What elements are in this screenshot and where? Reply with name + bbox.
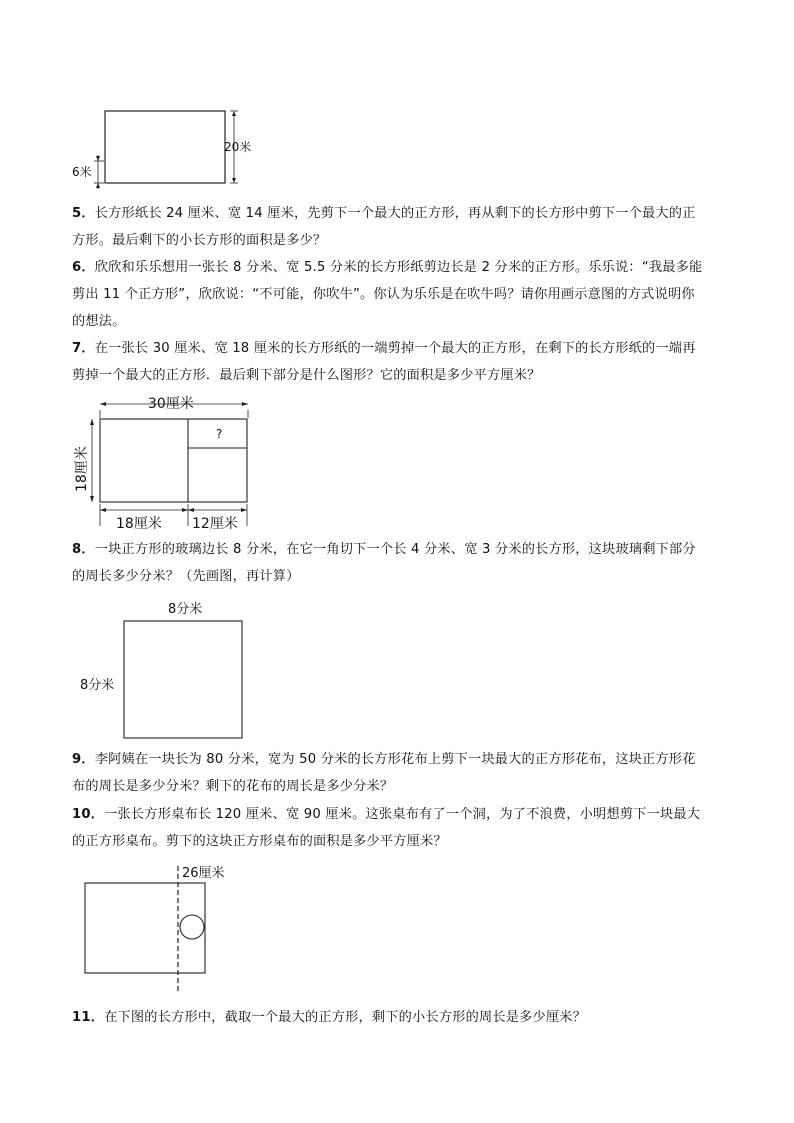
hole-circle xyxy=(180,915,204,939)
problem-text-line: 一块正方形的玻璃边长 8 分米，在它一角切下一个长 4 分米、宽 3 分米的长方形，这块玻璃剩下部分 xyxy=(94,542,696,557)
label-small-6: 6米 xyxy=(72,165,92,179)
problem-text-line: 剪出 11 个正方形”，欣欣说：“不可能，你吹牛”。你认为乐乐是在吹牛吗？请你用画示意图的方式说明你 xyxy=(72,287,695,302)
problem-text-line: 欣欣和乐乐想用一张长 8 分米、宽 5.5 分米的长方形纸剪边长是 2 分米的正方形。乐乐说：“我最多能 xyxy=(94,260,703,275)
figure-problem-10 xyxy=(80,860,240,996)
problem-8 xyxy=(72,536,732,590)
problem-text-line: 在下图的长方形中，截取一个最大的正方形，剩下的小长方形的周长是多少厘米？ xyxy=(104,1010,587,1025)
problem-number: 8． xyxy=(72,542,95,557)
problem-number: 5． xyxy=(72,206,95,221)
problem-11 xyxy=(72,1004,732,1031)
label-left-8dm: 8分米 xyxy=(80,678,115,693)
label-height-20: 20米 xyxy=(224,140,252,154)
label-cut-26cm: 26厘米 xyxy=(182,866,225,881)
problem-text-line: 布的周长是多少分米？剩下的花布的周长是多少分米？ xyxy=(72,779,394,794)
problem-number: 10． xyxy=(72,807,105,822)
problem-7 xyxy=(72,335,732,389)
problem-text-line: 的周长多少分米？（先画图，再计算） xyxy=(72,569,300,584)
problem-text-line: 的想法。 xyxy=(72,314,126,329)
problem-number: 7． xyxy=(72,341,95,356)
figure-problem-8 xyxy=(76,598,256,744)
problem-text-line: 方形。最后剩下的小长方形的面积是多少？ xyxy=(72,233,327,248)
problem-text-line: 剪掉一个最大的正方形．最后剩下部分是什么图形？它的面积是多少平方厘米？ xyxy=(72,368,541,383)
problem-text-line: 在一张长 30 厘米、宽 18 厘米的长方形纸的一端剪掉一个最大的正方形，在剩下的长方形纸的一端再 xyxy=(94,341,696,356)
label-question-mark: ? xyxy=(216,427,223,441)
problem-5 xyxy=(72,200,732,254)
label-bottom-12cm: 12厘米 xyxy=(192,516,238,532)
label-bottom-18cm: 18厘米 xyxy=(116,516,162,532)
problem-9 xyxy=(72,746,732,800)
problem-10 xyxy=(72,801,732,855)
label-left-18cm: 18厘米 xyxy=(74,446,90,492)
problem-text-line: 长方形纸长 24 厘米、宽 14 厘米，先剪下一个最大的正方形，再从剩下的长方形中剪下一个最大的正 xyxy=(94,206,696,221)
label-top-30cm: 30厘米 xyxy=(148,396,194,412)
problem-text-line: 一张长方形桌布长 120 厘米、宽 90 厘米。这张桌布有了一个洞，为了不浪费，小明想剪下一块最大 xyxy=(104,807,701,822)
problem-6 xyxy=(72,254,732,335)
figure-problem-7 xyxy=(70,392,270,534)
problem-number: 9． xyxy=(72,752,95,767)
problem-text-line: 的正方形桌布。剪下的这块正方形桌布的面积是多少平方厘米？ xyxy=(72,834,447,849)
problem-number: 11． xyxy=(72,1010,105,1025)
problem-number: 6． xyxy=(72,260,95,275)
problem-text-line: 李阿姨在一块长为 80 分米，宽为 50 分米的长方形花布上剪下一块最大的正方形花布，这块正方形花 xyxy=(94,752,696,767)
figure-rectangle-top xyxy=(70,105,270,195)
label-top-8dm: 8分米 xyxy=(168,602,203,617)
